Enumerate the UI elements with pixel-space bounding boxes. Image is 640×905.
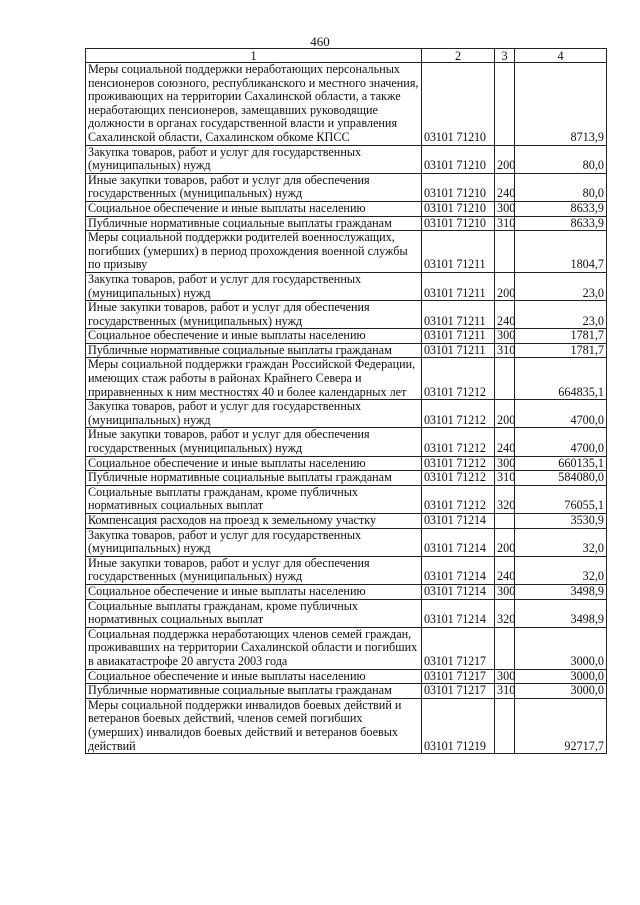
row-name: Иные закупки товаров, работ и услуг для обеспечения государственных (муниципальных) нужд — [86, 301, 422, 329]
row-name: Социальное обеспечение и иные выплаты населению — [86, 201, 422, 216]
table-row — [86, 456, 607, 471]
row-type: 240 — [495, 428, 515, 456]
row-amount: 3498,9 — [515, 599, 607, 627]
row-code: 03101 71212 — [422, 456, 495, 471]
row-code: 03101 71212 — [422, 471, 495, 486]
row-name: Социальные выплаты гражданам, кроме публичных нормативных социальных выплат — [86, 599, 422, 627]
table-row — [86, 627, 607, 669]
table-row — [86, 343, 607, 358]
row-name: Закупка товаров, работ и услуг для государственных (муниципальных) нужд — [86, 400, 422, 428]
row-code: 03101 71211 — [422, 231, 495, 273]
row-name: Социальные выплаты гражданам, кроме публичных нормативных социальных выплат — [86, 485, 422, 513]
row-name: Компенсация расходов на проезд к земельному участку — [86, 514, 422, 529]
row-code: 03101 71210 — [422, 173, 495, 201]
row-name: Социальное обеспечение и иные выплаты населению — [86, 329, 422, 344]
row-code: 03101 71212 — [422, 400, 495, 428]
row-type: 200 — [495, 400, 515, 428]
table-row — [86, 599, 607, 627]
row-amount: 3530,9 — [515, 514, 607, 529]
table-row — [86, 584, 607, 599]
row-code: 03101 71214 — [422, 514, 495, 529]
row-name: Социальное обеспечение и иные выплаты населению — [86, 584, 422, 599]
row-name: Социальное обеспечение и иные выплаты населению — [86, 456, 422, 471]
row-code: 03101 71217 — [422, 684, 495, 699]
row-amount: 3000,0 — [515, 684, 607, 699]
row-type: 310 — [495, 216, 515, 231]
row-type — [495, 627, 515, 669]
row-name: Публичные нормативные социальные выплаты гражданам — [86, 343, 422, 358]
row-type: 200 — [495, 145, 515, 173]
row-code: 03101 71211 — [422, 272, 495, 300]
row-type: 240 — [495, 556, 515, 584]
row-amount: 4700,0 — [515, 428, 607, 456]
row-type — [495, 231, 515, 273]
row-amount: 584080,0 — [515, 471, 607, 486]
row-type: 310 — [495, 343, 515, 358]
row-type: 300 — [495, 584, 515, 599]
row-type: 300 — [495, 329, 515, 344]
row-amount: 1781,7 — [515, 343, 607, 358]
table-row — [86, 329, 607, 344]
table-row — [86, 684, 607, 699]
table-row — [86, 471, 607, 486]
row-code: 03101 71214 — [422, 584, 495, 599]
row-amount: 660135,1 — [515, 456, 607, 471]
table-row — [86, 485, 607, 513]
row-type: 320 — [495, 599, 515, 627]
row-name: Закупка товаров, работ и услуг для государственных (муниципальных) нужд — [86, 272, 422, 300]
row-code: 03101 71217 — [422, 627, 495, 669]
row-code: 03101 71211 — [422, 301, 495, 329]
table-row — [86, 556, 607, 584]
row-code: 03101 71210 — [422, 63, 495, 146]
column-header: 1 — [86, 49, 422, 63]
row-name: Закупка товаров, работ и услуг для государственных (муниципальных) нужд — [86, 145, 422, 173]
row-amount: 3498,9 — [515, 584, 607, 599]
row-amount: 23,0 — [515, 301, 607, 329]
column-header: 2 — [422, 49, 495, 63]
row-code: 03101 71210 — [422, 145, 495, 173]
row-name: Иные закупки товаров, работ и услуг для обеспечения государственных (муниципальных) нужд — [86, 556, 422, 584]
row-amount: 8713,9 — [515, 63, 607, 146]
table-row — [86, 272, 607, 300]
row-amount: 664835,1 — [515, 358, 607, 400]
row-code: 03101 71211 — [422, 329, 495, 344]
row-type: 200 — [495, 528, 515, 556]
row-name: Меры социальной поддержки инвалидов боевых действий и ветеранов боевых действий, членов семей погибших (умерших) инвалидов боевых действий и ветеранов боевых действий — [86, 698, 422, 753]
row-code: 03101 71214 — [422, 528, 495, 556]
row-type: 200 — [495, 272, 515, 300]
row-amount: 92717,7 — [515, 698, 607, 753]
row-type: 320 — [495, 485, 515, 513]
column-header: 4 — [515, 49, 607, 63]
column-header: 3 — [495, 49, 515, 63]
row-type: 300 — [495, 456, 515, 471]
table-row — [86, 528, 607, 556]
table-row — [86, 201, 607, 216]
row-code: 03101 71212 — [422, 485, 495, 513]
row-type: 240 — [495, 173, 515, 201]
row-type: 300 — [495, 669, 515, 684]
row-code: 03101 71211 — [422, 343, 495, 358]
row-type: 310 — [495, 684, 515, 699]
row-name: Публичные нормативные социальные выплаты гражданам — [86, 216, 422, 231]
table-row — [86, 428, 607, 456]
table-row — [86, 231, 607, 273]
row-amount: 23,0 — [515, 272, 607, 300]
row-name: Меры социальной поддержки граждан Российской Федерации, имеющих стаж работы в районах Крайнего Севера и приравненных к ним местностях 40 и более календарных лет — [86, 358, 422, 400]
row-name: Публичные нормативные социальные выплаты гражданам — [86, 471, 422, 486]
row-amount: 80,0 — [515, 173, 607, 201]
table-row — [86, 358, 607, 400]
row-amount: 76055,1 — [515, 485, 607, 513]
row-name: Иные закупки товаров, работ и услуг для обеспечения государственных (муниципальных) нужд — [86, 428, 422, 456]
row-name: Иные закупки товаров, работ и услуг для обеспечения государственных (муниципальных) нужд — [86, 173, 422, 201]
row-amount: 8633,9 — [515, 216, 607, 231]
row-amount: 8633,9 — [515, 201, 607, 216]
row-code: 03101 71214 — [422, 556, 495, 584]
row-name: Меры социальной поддержки родителей военнослужащих, погибших (умерших) в период прохождения военной службы по призыву — [86, 231, 422, 273]
row-type: 300 — [495, 201, 515, 216]
row-name: Социальное обеспечение и иные выплаты населению — [86, 669, 422, 684]
row-name: Закупка товаров, работ и услуг для государственных (муниципальных) нужд — [86, 528, 422, 556]
row-amount: 4700,0 — [515, 400, 607, 428]
table-row — [86, 301, 607, 329]
row-type: 310 — [495, 471, 515, 486]
row-type — [495, 358, 515, 400]
row-type: 240 — [495, 301, 515, 329]
page-number: 460 — [310, 34, 330, 49]
budget-table — [85, 48, 607, 754]
row-amount: 3000,0 — [515, 669, 607, 684]
row-name: Социальная поддержка неработающих членов семей граждан, проживавших на территории Сахалинской области и погибших в авиакатастрофе 20 августа 2003 года — [86, 627, 422, 669]
row-type — [495, 63, 515, 146]
row-code: 03101 71219 — [422, 698, 495, 753]
row-amount: 1781,7 — [515, 329, 607, 344]
table-row — [86, 400, 607, 428]
table-row — [86, 216, 607, 231]
table-row — [86, 514, 607, 529]
header-row — [86, 49, 607, 63]
row-code: 03101 71214 — [422, 599, 495, 627]
row-code: 03101 71210 — [422, 216, 495, 231]
table-row — [86, 698, 607, 753]
table-row — [86, 63, 607, 146]
row-name: Публичные нормативные социальные выплаты гражданам — [86, 684, 422, 699]
row-code: 03101 71212 — [422, 358, 495, 400]
row-code: 03101 71212 — [422, 428, 495, 456]
row-name: Меры социальной поддержки неработающих персональных пенсионеров союзного, республиканского и местного значения, проживающих на территории Сахалинской области, а также неработающих пенсионеров, замещавших руководящие должности в органах государственной власти и управления Сахалинской области, Сахалинском обкоме КПСС — [86, 63, 422, 146]
row-code: 03101 71210 — [422, 201, 495, 216]
row-type — [495, 698, 515, 753]
table-row — [86, 669, 607, 684]
row-amount: 3000,0 — [515, 627, 607, 669]
row-amount: 32,0 — [515, 556, 607, 584]
row-type — [495, 514, 515, 529]
row-amount: 80,0 — [515, 145, 607, 173]
table-row — [86, 173, 607, 201]
row-amount: 32,0 — [515, 528, 607, 556]
row-amount: 1804,7 — [515, 231, 607, 273]
table-row — [86, 145, 607, 173]
row-code: 03101 71217 — [422, 669, 495, 684]
